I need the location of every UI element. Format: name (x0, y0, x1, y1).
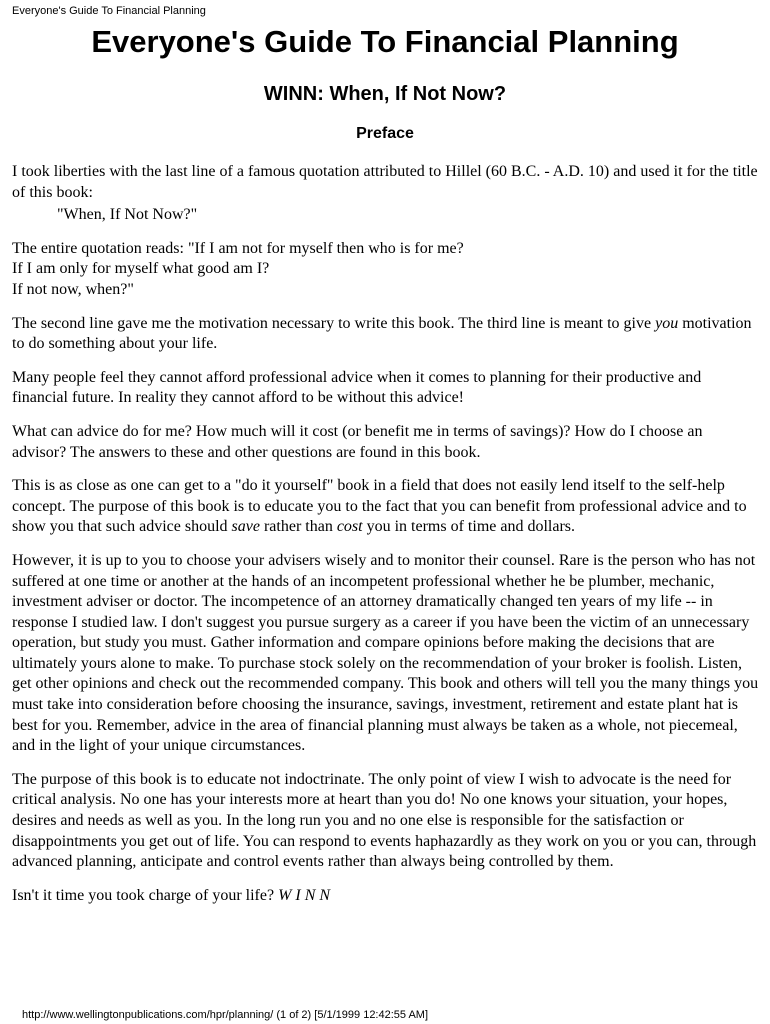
paragraph-9 (12, 886, 760, 907)
preface-body (12, 162, 760, 919)
emphasis-cost: cost (336, 518, 363, 536)
paragraph-2 (12, 239, 760, 301)
paragraph-3-text-b: motivation to do something about your life. (12, 314, 752, 353)
paragraph-6-text-c: you in terms of time and dollars. (362, 518, 576, 536)
paragraph-6-text-b: rather than (259, 518, 337, 536)
emphasis-save: save (231, 518, 260, 536)
page-header-text: Everyone's Guide To Financial Planning (12, 5, 206, 17)
paragraph-8: The purpose of this book is to educate not indoctrinate. The only point of view I wish to advocate is the need for critical analysis. No one has your interests more at heart than you do! No one knows your situation, your hopes, desires and needs as well as you. In the long run you and no one else is responsible for the satisfaction or disappointments you get out of life. You can respond to events haphazardly as they work on you or you can, through advanced planning, anticipate and control events rather than always being controlled by them. (12, 770, 757, 871)
quotation-line-2: If I am only for myself what good am I? (12, 260, 270, 278)
quotation-line-3: If not now, when?" (12, 280, 134, 298)
paragraph-6-text-a: This is as close as one can get to a "do it yourself" book in a field that does not easily lend itself to the self-help concept. The purpose of this book is to educate you to the fact that you can benefit from professional advice and to show you that such advice should (12, 477, 747, 536)
paragraph-7: However, it is up to you to choose your advisers wisely and to monitor their counsel. Rare is the person who has not suffered at one time or another at the hands of an incompetent professional whether he be plumber, mechanic, investment adviser or doctor. The incompetence of an attorney dramatically changed ten years of my life -- in response I studied law. I don't suggest you pursue surgery as a career if you have been the victim of an unnecessary operation, but study you must. Gather information and compare opinions before making the decisions that are ultimately yours alone to make. To purchase stock solely on the recommendation of your broker is foolish. Listen, get other opinions and check out the recommended company. This book and others will tell you the many things you must take into consideration before choosing the insurance, savings, investment, retirement and estate plant hat is best for you. Remember, advice in the area of financial planning must always be taken as a whole, not piecemeal, and in the light of your unique circumstances. (12, 551, 759, 755)
paragraph-3-text-a: The second line gave me the motivation necessary to write this book. The third line is meant to give (12, 314, 656, 332)
section-title-preface: Preface (356, 125, 414, 142)
signature-winn: W I N N (278, 886, 331, 904)
paragraph-6 (12, 476, 760, 538)
quote-when-if-not-now: "When, If Not Now?" (57, 206, 198, 224)
paragraph-3 (12, 314, 760, 355)
document-subtitle: WINN: When, If Not Now? (263, 83, 507, 105)
paragraph-5: What can advice do for me? How much will it cost (or benefit me in terms of savings)? How do I choose an advisor? The answers to these and other questions are found in this book. (12, 422, 703, 461)
quotation-line-1: The entire quotation reads: "If I am not for myself then who is for me? (12, 239, 464, 257)
paragraph-1: I took liberties with the last line of a famous quotation attributed to Hillel (60 B.C. - A.D. 10) and used it for the title of this book: (12, 163, 758, 201)
paragraph-4: Many people feel they cannot afford professional advice when it comes to planning for their productive and financial future. In reality they cannot afford to be without this advice! (12, 368, 702, 407)
page-footer-url: http://www.wellingtonpublications.com/hpr/planning/ (1 of 2) [5/1/1999 12:42:55 AM] (22, 1009, 429, 1021)
document-title: Everyone's Guide To Financial Planning (91, 24, 679, 59)
emphasis-you: you (655, 314, 679, 332)
paragraph-9-text: Isn't it time you took charge of your life? (12, 886, 279, 904)
